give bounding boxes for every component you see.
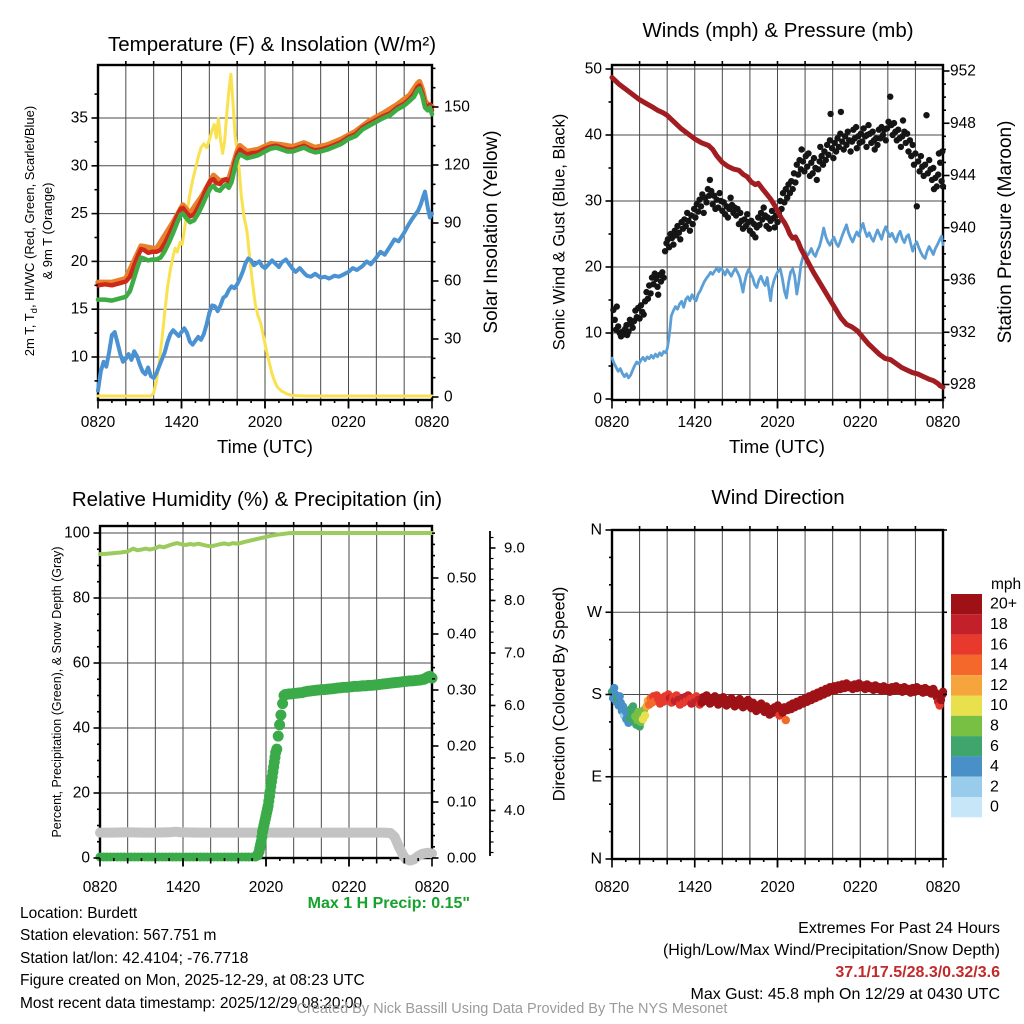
- wind-direction-chart: [587, 522, 961, 897]
- svg-text:12: 12: [990, 676, 1008, 694]
- svg-text:0220: 0220: [331, 879, 367, 896]
- location-text: Location: Burdett: [20, 905, 138, 922]
- svg-text:0.00: 0.00: [447, 849, 477, 867]
- svg-text:0: 0: [81, 849, 90, 867]
- rh-chart-title: Relative Humidity (%) & Precipitation (in): [71, 488, 443, 511]
- svg-text:30: 30: [444, 330, 462, 348]
- temp-x-axis-label: Time (UTC): [217, 436, 313, 457]
- winds-x-axis-label: Time (UTC): [729, 436, 825, 457]
- svg-text:0820: 0820: [594, 879, 630, 896]
- extremes-values: 37.1/17.5/28.3/0.32/3.6: [835, 964, 1000, 981]
- temp-chart-title: Temperature (F) & Insolation (W/m²): [107, 33, 437, 56]
- timestamp-text: Most recent data timestamp: 2025/12/29 08:20:00: [20, 994, 363, 1012]
- svg-text:35: 35: [70, 109, 88, 127]
- svg-text:40: 40: [584, 126, 602, 144]
- extremes-title: Extremes For Past 24 Hours: [798, 920, 1000, 937]
- svg-text:60: 60: [72, 654, 90, 672]
- svg-text:8: 8: [990, 717, 999, 735]
- svg-text:80: 80: [72, 589, 90, 607]
- svg-text:0: 0: [990, 798, 999, 816]
- svg-text:0820: 0820: [414, 414, 450, 431]
- svg-text:100: 100: [64, 524, 90, 542]
- latlon-text: Station lat/lon: 42.4104; -76.7718: [20, 949, 249, 967]
- svg-text:1420: 1420: [165, 879, 201, 896]
- svg-text:N: N: [590, 850, 602, 868]
- max-gust-text: Max Gust: 45.8 mph On 12/29 at 0430 UTC: [690, 986, 1000, 1003]
- svg-text:0220: 0220: [843, 879, 878, 896]
- svg-text:940: 940: [950, 219, 976, 237]
- rh-y-axis-label: Percent, Precipitation (Green), & Snow Depth (Gray): [50, 546, 64, 838]
- winds-pressure-chart: [585, 61, 976, 432]
- svg-text:928: 928: [950, 376, 976, 393]
- svg-text:S: S: [591, 686, 602, 703]
- svg-text:120: 120: [444, 156, 470, 174]
- svg-text:4.0: 4.0: [504, 802, 525, 819]
- svg-text:5.0: 5.0: [504, 749, 525, 767]
- svg-text:30: 30: [70, 157, 88, 175]
- rh-precip-chart: [64, 522, 525, 896]
- wind-speed-legend: [951, 576, 1021, 817]
- svg-text:0220: 0220: [843, 414, 878, 431]
- credit-text: Created By Nick Bassill Using Data Provided By The NYS Mesonet: [296, 1001, 728, 1017]
- svg-text:20: 20: [70, 252, 88, 270]
- svg-text:952: 952: [950, 62, 976, 80]
- svg-text:90: 90: [444, 214, 462, 232]
- svg-text:16: 16: [990, 636, 1008, 654]
- svg-text:W: W: [586, 603, 602, 621]
- svg-text:mph: mph: [991, 576, 1022, 593]
- svg-text:15: 15: [70, 300, 88, 318]
- svg-text:7.0: 7.0: [504, 644, 525, 662]
- winddir-chart-title: Wind Direction: [711, 486, 845, 509]
- svg-text:2020: 2020: [760, 414, 795, 431]
- svg-text:948: 948: [950, 114, 976, 132]
- svg-text:N: N: [590, 521, 602, 539]
- svg-text:8.0: 8.0: [504, 592, 525, 609]
- svg-text:10: 10: [990, 697, 1008, 715]
- svg-text:10: 10: [70, 348, 88, 366]
- svg-text:10: 10: [584, 324, 602, 342]
- svg-text:2020: 2020: [247, 414, 283, 431]
- winds-chart-title: Winds (mph) & Pressure (mb): [642, 19, 914, 42]
- svg-text:60: 60: [444, 272, 462, 290]
- svg-text:0820: 0820: [414, 879, 450, 896]
- svg-text:0820: 0820: [925, 414, 961, 431]
- svg-text:6: 6: [990, 737, 999, 755]
- insolation-y-axis-label: Solar Insolation (Yellow): [481, 130, 502, 334]
- svg-text:50: 50: [584, 60, 602, 78]
- svg-text:2020: 2020: [248, 879, 284, 896]
- svg-text:1420: 1420: [677, 879, 712, 896]
- wind-y-axis-label: Sonic Wind & Gust (Blue, Black): [550, 113, 569, 351]
- svg-text:2020: 2020: [760, 879, 795, 896]
- svg-text:18: 18: [990, 616, 1008, 633]
- svg-text:932: 932: [950, 323, 976, 341]
- elevation-text: Station elevation: 567.751 m: [20, 927, 217, 945]
- temp-y-axis-label: 2m T, $T_d$, HI/WC (Red, Green, Scarlet/Blue) & 9m T (Orange): [22, 105, 56, 357]
- svg-text:1420: 1420: [677, 414, 712, 431]
- temperature-insolation-chart: [71, 61, 470, 431]
- svg-text:9.0: 9.0: [504, 539, 525, 557]
- pressure-y-axis-label: Station Pressure (Maroon): [995, 120, 1016, 344]
- svg-text:0220: 0220: [331, 414, 366, 431]
- svg-text:30: 30: [584, 192, 602, 210]
- svg-text:1420: 1420: [164, 414, 199, 431]
- svg-text:20+: 20+: [990, 595, 1018, 613]
- svg-text:944: 944: [950, 167, 976, 184]
- created-text: Figure created on Mon, 2025-12-29, at 08:23 UTC: [20, 972, 365, 990]
- svg-text:0.50: 0.50: [447, 569, 477, 587]
- svg-text:20: 20: [584, 258, 602, 276]
- svg-text:0: 0: [444, 388, 453, 406]
- svg-text:14: 14: [990, 656, 1008, 674]
- max-precip-annotation: Max 1 H Precip: 0.15": [307, 895, 470, 912]
- svg-text:0820: 0820: [925, 879, 961, 896]
- svg-text:0: 0: [593, 390, 602, 408]
- svg-text:2: 2: [990, 778, 999, 796]
- svg-text:4: 4: [990, 758, 999, 776]
- svg-text:6.0: 6.0: [504, 697, 525, 714]
- svg-text:936: 936: [950, 271, 976, 289]
- svg-text:0820: 0820: [82, 879, 118, 896]
- direction-y-axis-label: Direction (Colored By Speed): [550, 586, 569, 802]
- svg-text:0820: 0820: [594, 414, 630, 431]
- svg-text:0.10: 0.10: [447, 793, 477, 811]
- svg-text:0820: 0820: [80, 414, 116, 431]
- svg-text:0.40: 0.40: [447, 625, 477, 643]
- extremes-subtitle: (High/Low/Max Wind/Precipitation/Snow Depth): [662, 942, 1000, 959]
- svg-text:0.20: 0.20: [447, 737, 477, 755]
- station-info: [20, 903, 365, 1015]
- svg-text:150: 150: [444, 98, 470, 116]
- svg-text:40: 40: [72, 719, 90, 737]
- extremes-block: [663, 918, 1000, 1006]
- svg-text:0.30: 0.30: [447, 681, 477, 699]
- svg-text:20: 20: [72, 784, 90, 802]
- svg-text:E: E: [591, 768, 602, 786]
- svg-text:25: 25: [70, 205, 88, 223]
